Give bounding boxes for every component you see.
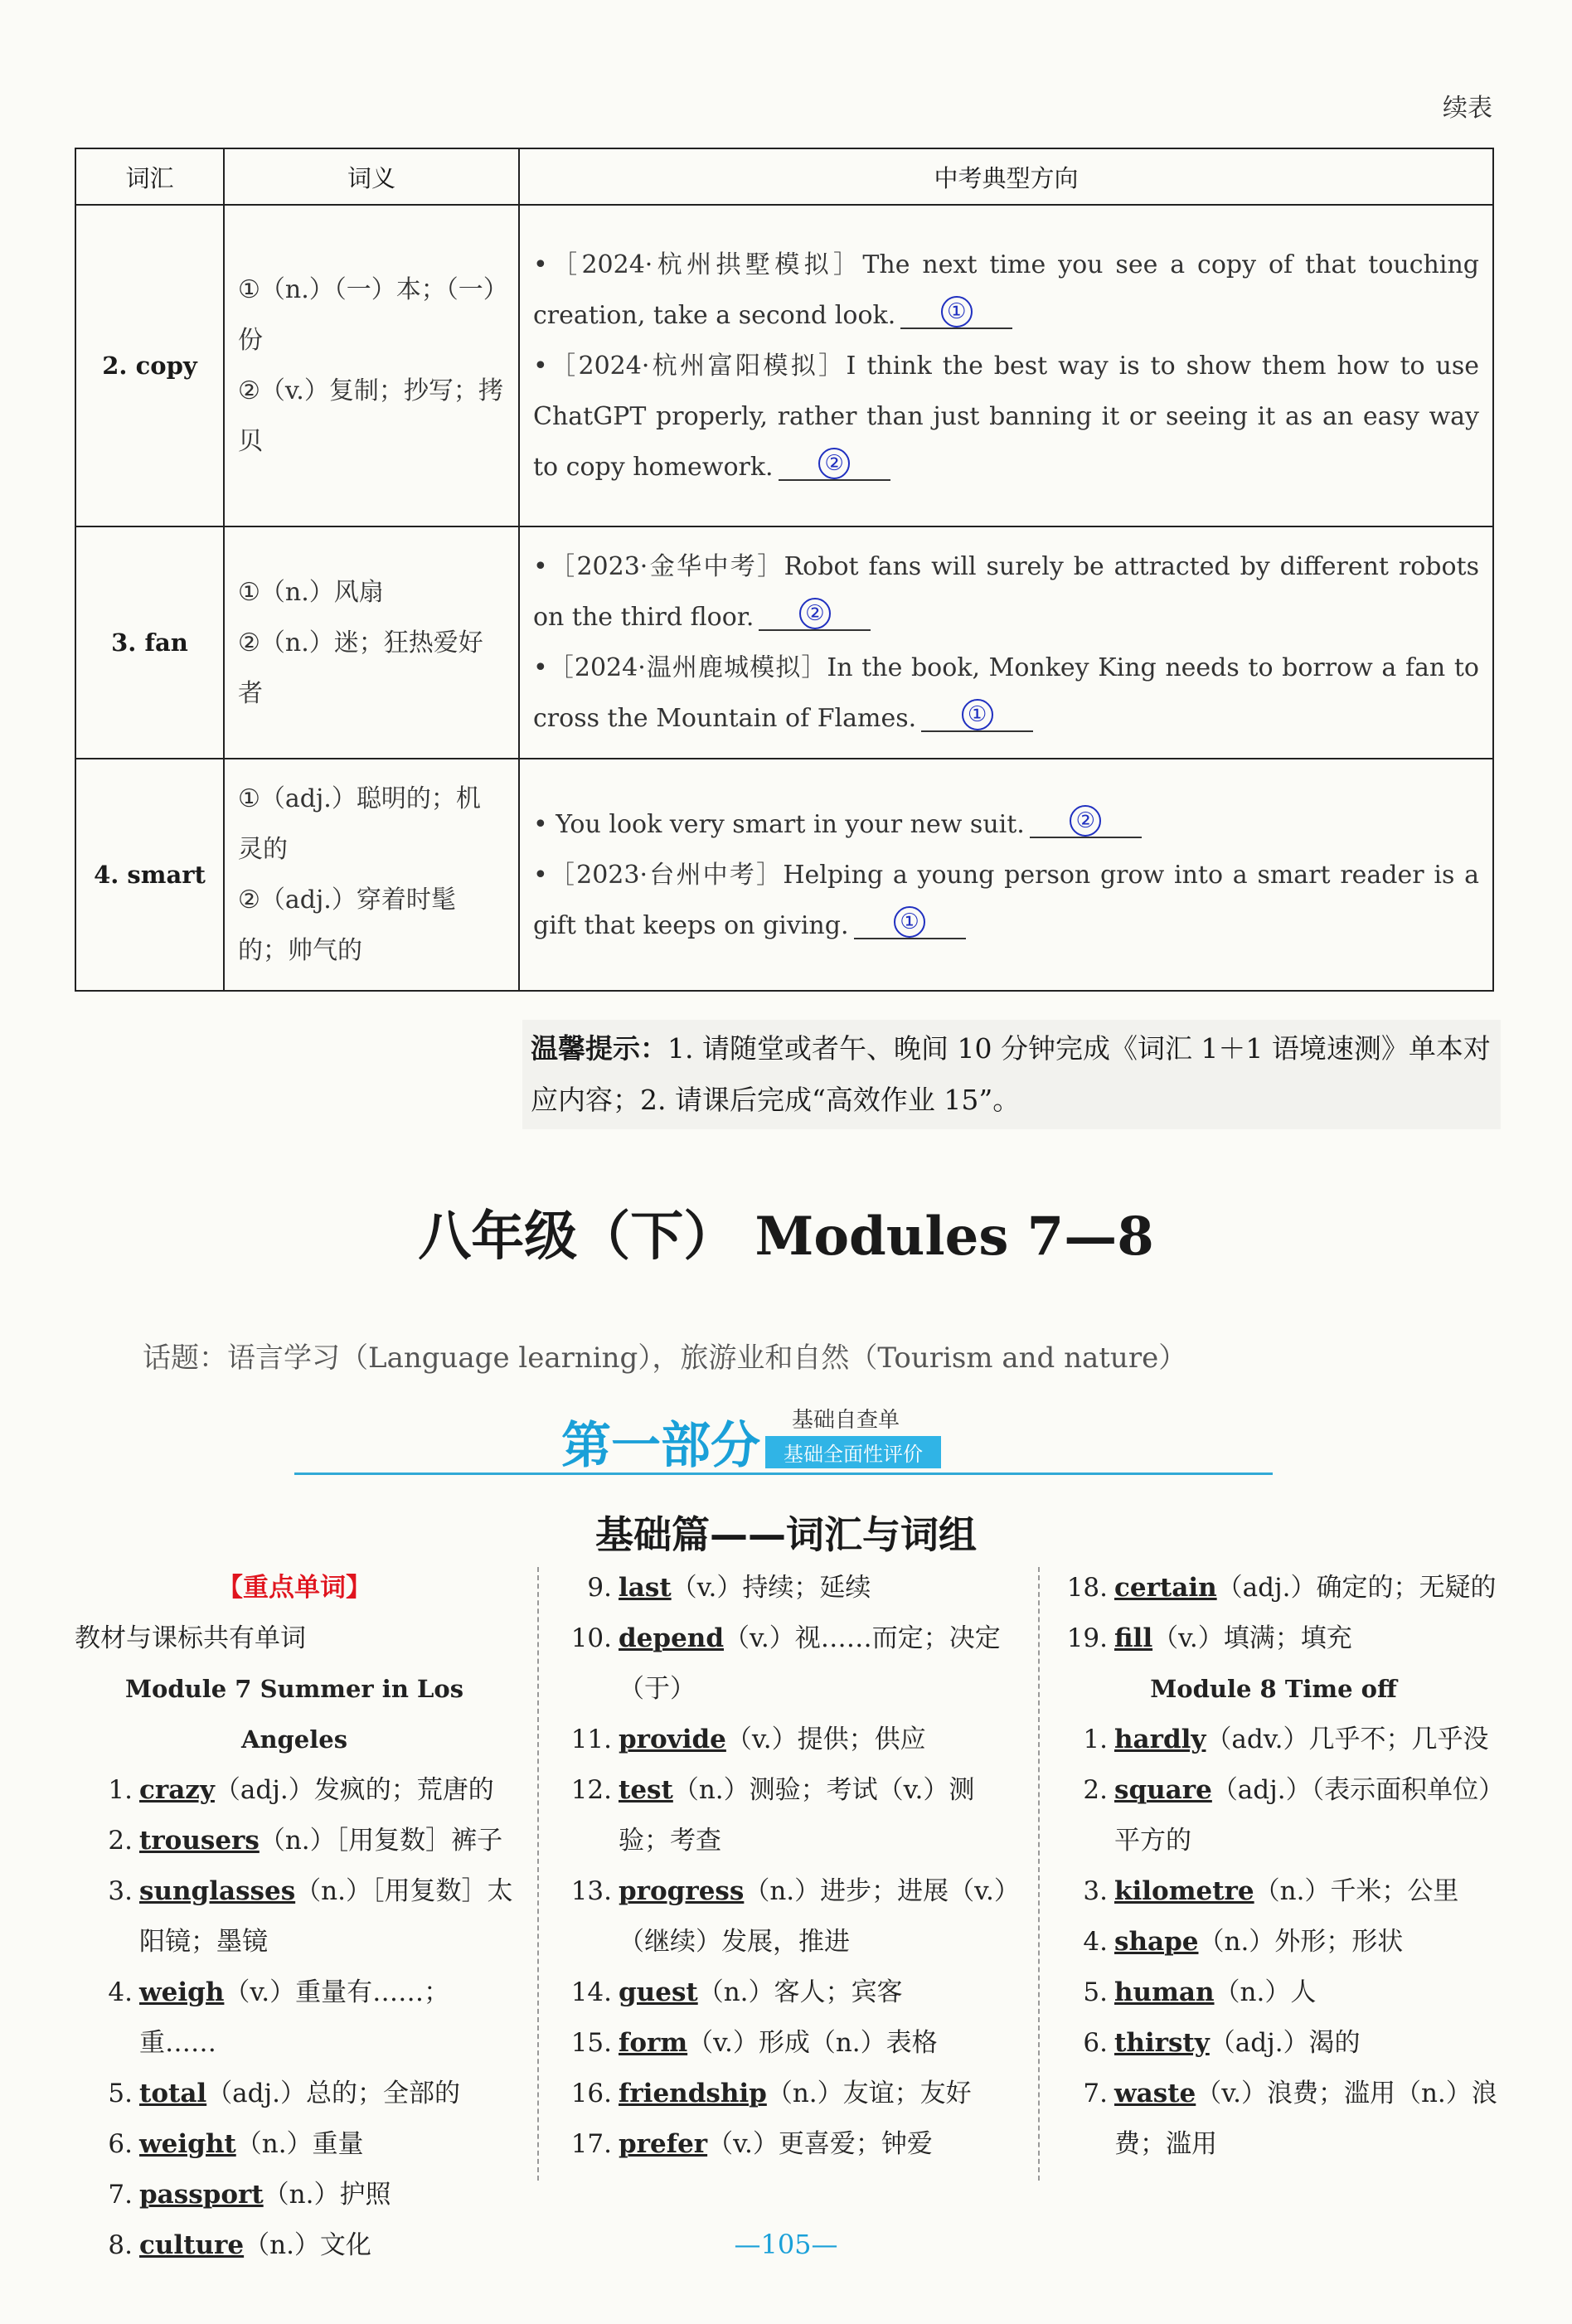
meaning-cell: [224, 759, 519, 991]
meaning-item: ②（n.）迷；狂热爱好者: [238, 628, 483, 708]
key-words-heading: 【重点单词】: [217, 1573, 371, 1603]
meaning-item: ①（n.）风扇: [238, 577, 384, 607]
list-item: 4. weigh（v.）重量有……；重……: [108, 1977, 450, 2058]
module-heading: Module 8 Time off: [1150, 1675, 1397, 1703]
meaning-cell: [224, 205, 519, 526]
word-cell: 2. copy: [75, 205, 224, 526]
answer-blank: ②: [759, 596, 871, 631]
answer-blank: ②: [1030, 803, 1142, 838]
table-row: [75, 205, 1493, 526]
list-item: 12. test（n.）测验；考试（v.）测验；考查: [570, 1775, 975, 1856]
meaning-cell: [224, 526, 519, 759]
list-item: 3. kilometre（n.）千米；公里: [1083, 1876, 1459, 1906]
list-item: 6. thirsty（adj.）渴的: [1083, 2028, 1361, 2058]
list-item: 7. waste（v.）浪费；滥用（n.）浪费；滥用: [1083, 2079, 1497, 2159]
unit-title: 八年级（下） Modules 7—8: [418, 1206, 1154, 1268]
tip-text: 1. 请随堂或者午、晚间 10 分钟完成《词汇 1＋1 语境速测》单本对应内容；2. 请课后完成“高效作业 15”。: [531, 1032, 1491, 1116]
column-divider: [1038, 1567, 1040, 2181]
list-item: 2. trousers（n.）［用复数］裤子: [108, 1826, 503, 1856]
example-sentence: •［2024·杭州拱墅模拟］The next time you see a copy of that touching creation, take a second look. ①: [533, 250, 1479, 330]
table-row: [75, 759, 1493, 991]
answer-blank: ①: [900, 294, 1012, 329]
list-item: 19. fill（v.）填满；填充: [1066, 1623, 1352, 1653]
list-item: 14. guest（n.）客人；宾客: [570, 1977, 903, 2007]
list-item: 2. square（adj.）（表示面积单位）平方的: [1083, 1775, 1492, 1856]
answer-blank: ①: [921, 697, 1033, 732]
direction-cell: [519, 205, 1493, 526]
list-item: 1. hardly（adv.）几乎不；几乎没: [1083, 1725, 1489, 1754]
part-banner: [294, 1400, 1273, 1475]
header-direction: 中考典型方向: [519, 148, 1493, 205]
list-item: 11. provide（v.）提供；供应: [570, 1725, 926, 1754]
page-number: —105—: [734, 2229, 838, 2260]
list-item: 3. sunglasses（n.）［用复数］太阳镜；墨镜: [108, 1876, 513, 1957]
list-item: 9. last（v.）持续；延续: [587, 1573, 871, 1603]
example-sentence: •［2024·杭州富阳模拟］I think the best way is to show them how to use ChatGPT properly, rather than just banning it or seeing it as an easy way to copy homework. ②: [533, 351, 1479, 482]
example-sentence: • You look very smart in your new suit. ②: [533, 799, 1479, 850]
word-column-3: [1050, 1563, 1497, 2170]
direction-cell: [519, 759, 1493, 991]
list-item: 1. crazy（adj.）发疯的；荒唐的: [108, 1775, 494, 1805]
tip-label: 温馨提示：: [531, 1032, 667, 1065]
list-item: 15. form（v.）形成（n.）表格: [570, 2028, 938, 2058]
example-sentence: •［2023·金华中考］Robot fans will surely be attracted by different robots on the third floor. ②: [533, 552, 1479, 632]
example-sentence: •［2023·台州中考］Helping a young person grow into a smart reader is a gift that keeps on giving. ①: [533, 860, 1479, 940]
meaning-item: ①（n.）（一）本；（一）份: [238, 275, 496, 355]
table-header-row: [75, 148, 1493, 205]
example-sentence: •［2024·温州鹿城模拟］In the book, Monkey King needs to borrow a fan to cross the Mountain of Flames. ①: [533, 653, 1479, 733]
list-item: 17. prefer（v.）更喜爱；钟爱: [570, 2129, 933, 2159]
section-title: 基础篇——词汇与词组: [595, 1512, 977, 1557]
list-item: 6. weight（n.）重量: [108, 2129, 364, 2159]
sub-heading: 教材与课标共有单词: [75, 1623, 306, 1653]
list-item: 13. progress（n.）进步；进展（v.）（继续）发展，推进: [570, 1876, 1007, 1957]
word-column-1: [75, 1563, 514, 2271]
list-item: 5. human（n.）人: [1083, 1977, 1317, 2007]
word-cell: 4. smart: [75, 759, 224, 991]
word-cell: 3. fan: [75, 526, 224, 759]
vocab-table: [75, 148, 1494, 992]
word-column-2: [554, 1563, 1018, 2170]
tip-box: [522, 1020, 1501, 1129]
continued-label: 续表: [1443, 94, 1492, 123]
topic-line: 话题：语言学习（Language learning），旅游业和自然（Tourism and nature）: [143, 1342, 1187, 1375]
answer-blank: ①: [854, 905, 966, 939]
part-title: 第一部分: [561, 1417, 760, 1475]
column-divider: [537, 1567, 539, 2181]
list-item: 5. total（adj.）总的；全部的: [108, 2079, 460, 2108]
part-badge: 基础全面性评价: [765, 1436, 941, 1468]
header-meaning: 词义: [224, 148, 519, 205]
list-item: 8. culture（n.）文化: [108, 2230, 371, 2260]
list-item: 16. friendship（n.）友谊；友好: [570, 2079, 972, 2108]
meaning-item: ②（v.）复制；抄写；拷贝: [238, 376, 503, 456]
list-item: 10. depend（v.）视……而定；决定（于）: [570, 1623, 1001, 1704]
part-subtitle: 基础自查单: [792, 1408, 900, 1433]
table-row: [75, 526, 1493, 759]
header-word: 词汇: [75, 148, 224, 205]
meaning-item: ②（adj.）穿着时髦的；帅气的: [238, 885, 456, 965]
list-item: 7. passport（n.）护照: [108, 2180, 391, 2210]
direction-cell: [519, 526, 1493, 759]
meaning-item: ①（adj.）聪明的；机灵的: [238, 784, 481, 864]
list-item: 4. shape（n.）外形；形状: [1083, 1927, 1404, 1957]
list-item: 18. certain（adj.）确定的；无疑的: [1066, 1573, 1497, 1603]
module-heading: Module 7 Summer in Los Angeles: [124, 1675, 464, 1754]
answer-blank: ②: [779, 446, 890, 481]
